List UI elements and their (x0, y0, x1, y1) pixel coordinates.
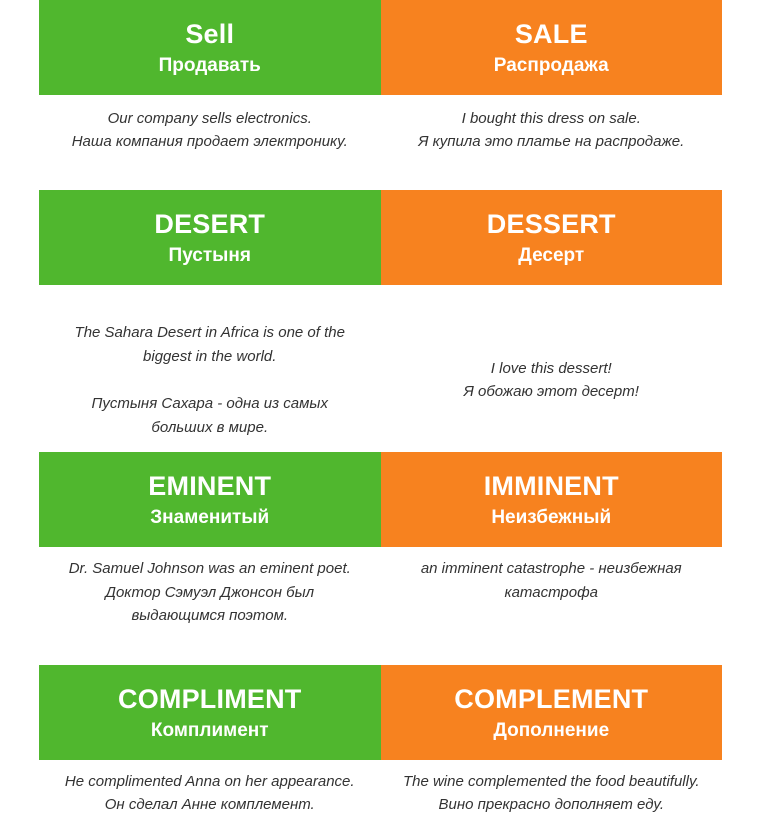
example-imminent (381, 547, 723, 647)
word-title: Sell (185, 18, 235, 49)
word-translation: Пустыня (168, 244, 251, 266)
example-line-en: an imminent catastrophe - неизбежная (420, 560, 682, 577)
pair-header (39, 665, 722, 760)
example-line-en: Dr. Samuel Johnson was an eminent poet. (68, 560, 351, 577)
pair-examples (39, 760, 722, 826)
word-translation: Десерт (518, 244, 585, 266)
word-card-dessert (381, 190, 723, 285)
word-card-eminent (39, 452, 381, 547)
word-card-sale (381, 0, 723, 95)
example-line-en: biggest in the world. (143, 347, 277, 365)
word-card-compliment (39, 665, 381, 760)
pair-examples (39, 285, 722, 475)
example-line-ru: Доктор Сэмуэл Джонсон был (105, 583, 315, 601)
example-spacer (75, 368, 345, 392)
word-title: IMMINENT (483, 470, 619, 501)
example-complement (381, 760, 723, 826)
example-line-en: I bought this dress on sale. (461, 109, 641, 127)
word-card-imminent (381, 452, 723, 547)
example-line-ru: Я обожаю этот десерт! (463, 383, 639, 400)
word-title: DESSERT (486, 208, 616, 239)
word-translation: Продавать (158, 54, 261, 76)
word-translation: Неизбежный (491, 506, 612, 528)
example-sale (381, 95, 723, 165)
example-line-ru: Я купила это платье на распродаже. (418, 133, 685, 150)
example-dessert (381, 285, 723, 475)
pair-header (39, 190, 722, 285)
example-line-ru: Наша компания продает электронику. (71, 133, 348, 150)
example-line-ru: Вино прекрасно дополняет еду. (438, 796, 664, 813)
example-line-en: The Sahara Desert in Africa is one of the (74, 324, 345, 341)
pair-sell-sale (39, 0, 722, 165)
example-line-ru: больших в мире. (151, 418, 269, 436)
example-line-ru: Он сделал Анне комплемент. (104, 796, 315, 813)
example-line-en: I love this dessert! (490, 359, 612, 377)
word-card-sell (39, 0, 381, 95)
word-translation: Распродажа (493, 54, 609, 76)
word-title: EMINENT (148, 470, 272, 501)
example-desert (39, 285, 381, 475)
word-translation: Комплимент (150, 719, 269, 741)
example-eminent (39, 547, 381, 647)
pair-compliment-complement (39, 665, 722, 826)
word-title: DESERT (154, 208, 266, 239)
word-card-desert (39, 190, 381, 285)
example-line-ru: Пустыня Сахара - одна из самых (91, 395, 328, 412)
example-line-ru: катастрофа (504, 583, 598, 601)
example-sell (39, 95, 381, 165)
word-title: COMPLIMENT (118, 683, 302, 714)
example-line-ru: выдающимся поэтом. (131, 607, 289, 624)
word-title: SALE (514, 18, 588, 49)
word-title: COMPLEMENT (454, 683, 649, 714)
pair-eminent-imminent (39, 452, 722, 647)
example-line-en: The wine complemented the food beautifully. (402, 772, 700, 790)
pair-examples (39, 547, 722, 647)
pair-header (39, 0, 722, 95)
pair-examples (39, 95, 722, 165)
word-translation: Дополнение (493, 719, 610, 741)
pair-header (39, 452, 722, 547)
word-translation: Знаменитый (150, 506, 270, 528)
example-line-en: Our company sells electronics. (107, 109, 312, 127)
word-card-complement (381, 665, 723, 760)
example-compliment (39, 760, 381, 826)
example-line-en: He complimented Anna on her appearance. (64, 772, 355, 790)
pair-desert-dessert (39, 190, 722, 475)
